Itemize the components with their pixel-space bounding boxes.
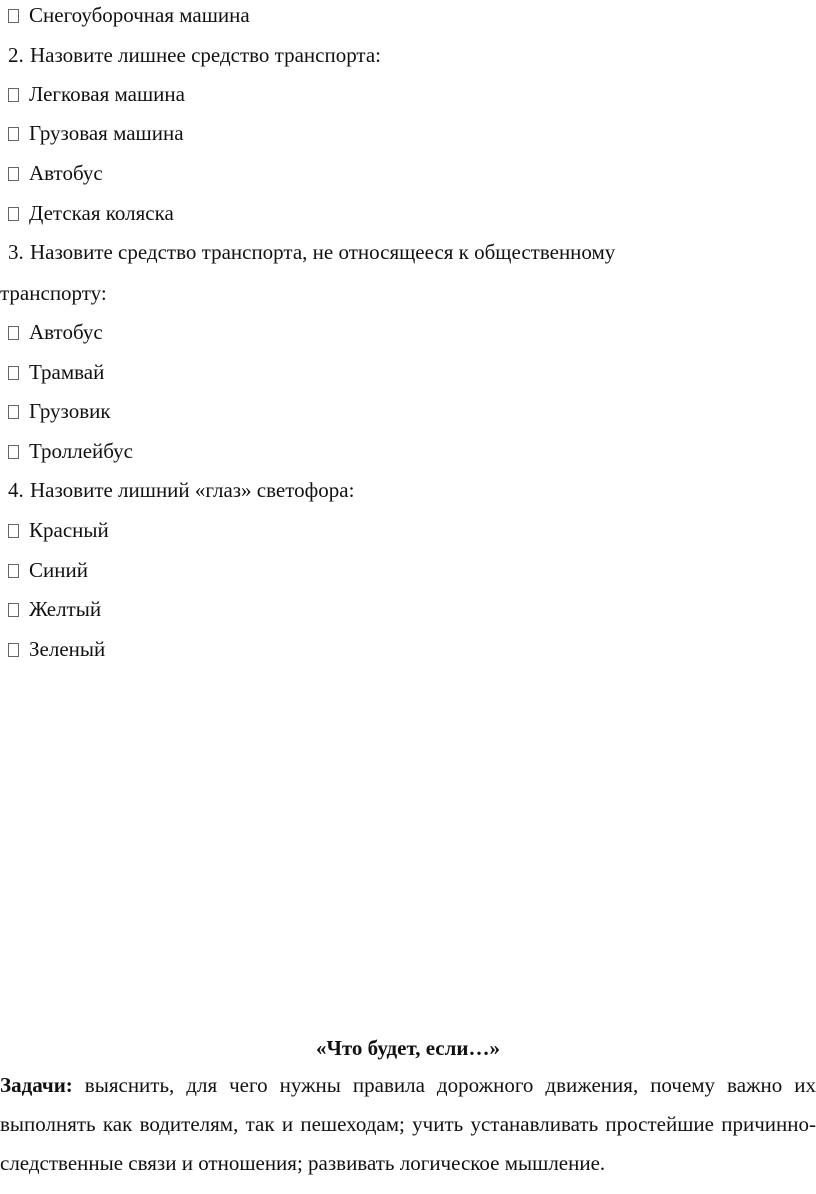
checkbox-square-icon xyxy=(8,564,19,578)
option-text: Снегоуборочная машина xyxy=(29,3,250,27)
question xyxy=(8,240,615,264)
section-title: «Что будет, если…» xyxy=(315,1036,501,1060)
question-text: Назовите средство транспорта, не относящееся к общественному xyxy=(30,240,616,264)
answer-option xyxy=(8,439,133,463)
question xyxy=(8,478,354,502)
checkbox-square-icon xyxy=(8,167,19,181)
option-text: Зеленый xyxy=(29,637,106,661)
question-continuation xyxy=(0,281,107,305)
option-text: Грузовая машина xyxy=(29,121,184,145)
checkbox-square-icon xyxy=(8,405,19,419)
option-text: Детская коляска xyxy=(29,201,174,225)
answer-option xyxy=(8,3,250,27)
answer-option xyxy=(8,201,174,225)
answer-option xyxy=(8,360,104,384)
checkbox-square-icon xyxy=(8,643,19,657)
answer-option xyxy=(8,121,184,145)
checkbox-square-icon xyxy=(8,127,19,141)
option-text: Автобус xyxy=(29,161,103,185)
answer-option xyxy=(8,399,111,423)
checkbox-square-icon xyxy=(8,524,19,538)
answer-option xyxy=(8,82,185,106)
checkbox-square-icon xyxy=(8,88,19,102)
checkbox-square-icon xyxy=(8,207,19,221)
answer-option xyxy=(8,558,88,582)
option-text: Синий xyxy=(29,558,88,582)
option-text: Грузовик xyxy=(29,399,111,423)
option-text: Трамвай xyxy=(29,360,105,384)
tasks-text: выяснить, для чего нужны правила дорожного движения, почему важно их выполнять как водителям, так и пешеходам; учить устанавливать простейшие причинно-следственные связи и отношения; развивать логическое мышление. xyxy=(0,1073,816,1175)
question-text: Назовите лишний «глаз» светофора: xyxy=(30,478,355,502)
answer-option xyxy=(8,518,109,542)
checkbox-square-icon xyxy=(8,445,19,459)
question-text-continued: транспорту: xyxy=(0,281,107,305)
option-text: Автобус xyxy=(29,320,103,344)
question-text: Назовите лишнее средство транспорта: xyxy=(30,43,382,67)
checkbox-square-icon xyxy=(8,9,19,23)
question xyxy=(8,43,381,67)
option-text: Желтый xyxy=(29,597,102,621)
answer-option xyxy=(8,320,103,344)
option-text: Красный xyxy=(29,518,109,542)
question-number: 2. xyxy=(8,43,24,67)
answer-option xyxy=(8,637,105,661)
option-text: Троллейбус xyxy=(29,439,133,463)
tasks-paragraph xyxy=(0,1066,816,1183)
checkbox-square-icon xyxy=(8,366,19,380)
answer-option xyxy=(8,597,101,621)
answer-option xyxy=(8,161,103,185)
checkbox-square-icon xyxy=(8,603,19,617)
question-number: 3. xyxy=(8,240,24,264)
checkbox-square-icon xyxy=(8,326,19,340)
tasks-label: Задачи: xyxy=(0,1073,73,1097)
question-number: 4. xyxy=(8,478,24,502)
option-text: Легковая машина xyxy=(29,82,185,106)
